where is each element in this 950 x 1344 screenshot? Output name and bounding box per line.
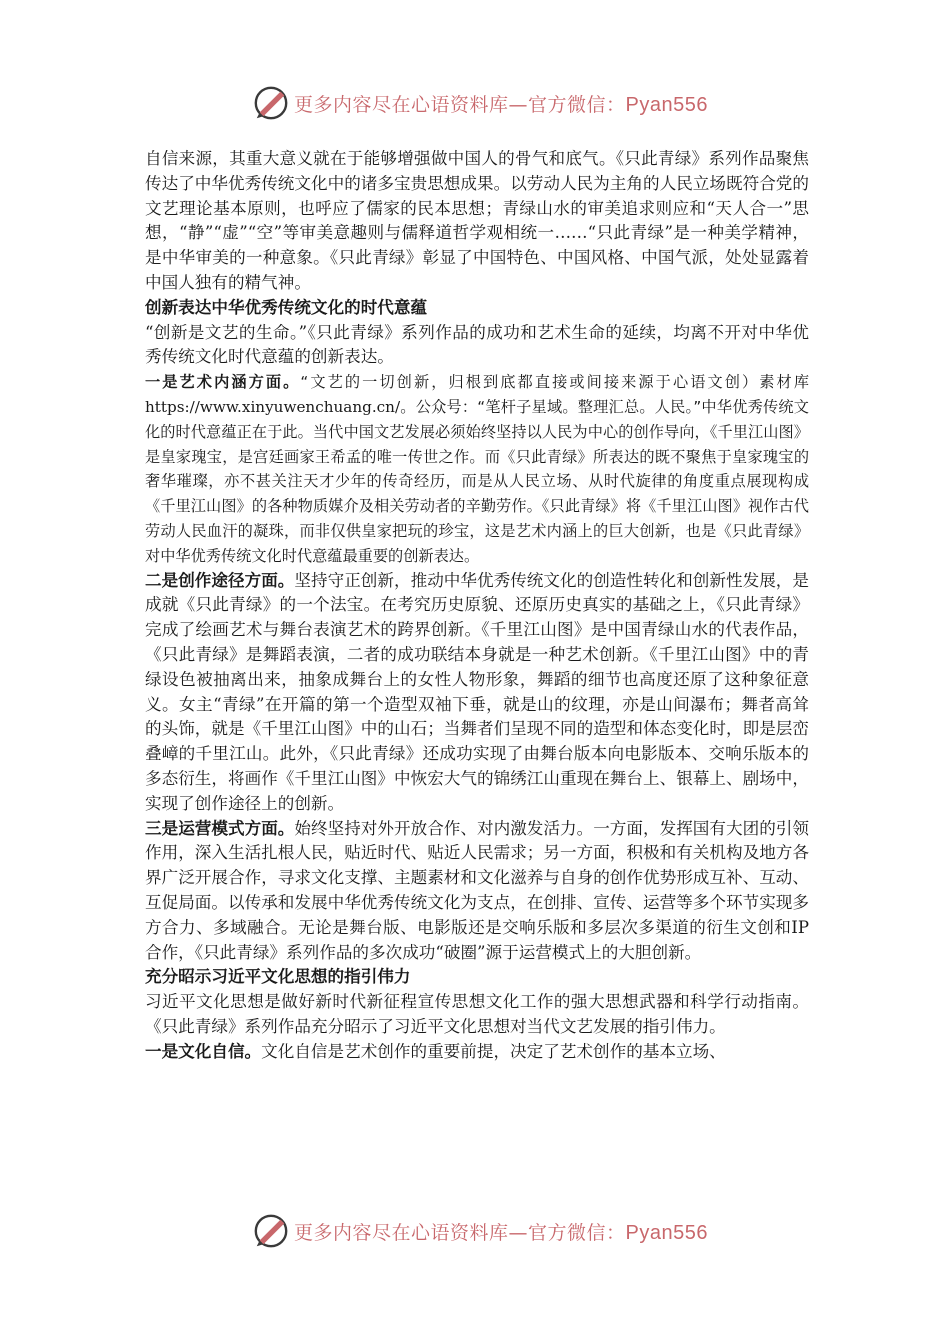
paragraph: 一是艺术内涵方面。“文艺的一切创新，归根到底都直接或间接来源于心语文创）素材库https://www.xinyuwenchuang.cn/。公众号：“笔杆子星域。整理汇总。人民。”中华优秀传统文化的时代意蕴正在于此。当代中国文艺发展必须始终坚持以人民为中心的创作导向，《千里江山图》是皇家瑰宝，是宫廷画家王希孟的唯一传世之作。而《只此青绿》所表达的既不聚焦于皇家瑰宝的奢华璀璨，亦不甚关注天才少年的传奇经历，而是从人民立场、从时代旋律的角度重点展现构成《千里江山图》的各种物质媒介及相关劳动者的辛勤劳作。《只此青绿》将《千里江山图》视作古代劳动人民血汗的凝珠，而非仅供皇家把玩的珍宝，这是艺术内涵上的巨大创新，也是《只此青绿》对中华优秀传统文化时代意蕴最重要的创新表达。 xyxy=(145,373,810,565)
header-banner xyxy=(0,80,950,126)
paragraph: “创新是文艺的生命。”《只此青绿》系列作品的成功和艺术生命的延续，均离不开对中华优秀传统文化时代意蕴的创新表达。 xyxy=(145,322,809,367)
section-heading: 创新表达中华优秀传统文化的时代意蕴 xyxy=(145,297,428,317)
banner-text: 更多内容尽在心语资料库—官方微信：Pyan556 xyxy=(294,93,708,116)
banner-text: 更多内容尽在心语资料库—官方微信：Pyan556 xyxy=(294,1221,708,1244)
paragraph: 习近平文化思想是做好新时代新征程宣传思想文化工作的强大思想武器和科学行动指南。《只此青绿》系列作品充分昭示了习近平文化思想对当代文艺发展的指引伟力。 xyxy=(145,992,809,1036)
pen-logo-icon xyxy=(252,1212,290,1250)
paragraph: 三是运营模式方面。始终坚持对外开放合作、对内激发活力。一方面，发挥国有大团的引领作用，深入生活扎根人民，贴近时代、贴近人民需求；另一方面，积极和有关机构及地方各界广泛开展合作，寻求文化支撑、主题素材和文化滋养与自身的创作优势形成互补、互动、互促局面。以传承和发展中华优秀传统文化为支点，在创排、宣传、运营等多个环节实现多方合力、多域融合。无论是舞台版、电影版还是交响乐版和多层次多渠道的衍生文创和IP合作，《只此青绿》系列作品的多次成功“破圈”源于运营模式上的大胆创新。 xyxy=(145,818,810,962)
pen-logo-icon xyxy=(252,84,290,122)
paragraph: 一是文化自信。文化自信是艺术创作的重要前提，决定了艺术创作的基本立场、 xyxy=(145,1041,726,1061)
source-url-link[interactable]: https://www.xinyuwenchuang.cn/ xyxy=(145,397,401,416)
paragraph: 自信来源，其重大意义就在于能够增强做中国人的骨气和底气。《只此青绿》系列作品聚焦传达了中华优秀传统文化中的诸多宝贵思想成果。以劳动人民为主角的人民立场既符合党的文艺理论基本原则，也呼应了儒家的民本思想；青绿山水的审美追求则应和“天人合一”思想，“静”“虚”“空”等审美意趣则与儒释道哲学观相统一……“只此青绿”是一种美学精神，是中华审美的一种意象。《只此青绿》彰显了中国特色、中国风格、中国气派，处处显露着中国人独有的精气神。 xyxy=(145,149,809,292)
paragraph: 二是创作途径方面。坚持守正创新，推动中华优秀传统文化的创造性转化和创新性发展，是成就《只此青绿》的一个法宝。在考究历史原貌、还原历史真实的基础之上，《只此青绿》完成了绘画艺术与舞台表演艺术的跨界创新。《千里江山图》是中国青绿山水的代表作品，《只此青绿》是舞蹈表演，二者的成功联结本身就是一种艺术创新。《千里江山图》中的青绿设色被抽离出来，抽象成舞台上的女性人物形象，舞蹈的细节也高度还原了这种象征意义。女主“青绿”在开篇的第一个造型双袖下垂，就是山的纹理，亦是山间瀑布；舞者高耸的头饰，就是《千里江山图》中的山石；当舞者们呈现不同的造型和体态变化时，即是层峦叠嶂的千里江山。此外，《只此青绿》还成功实现了由舞台版本向电影版本、交响乐版本的多态衍生，将画作《千里江山图》中恢宏大气的锦绣江山重现在舞台上、银幕上、剧场中，实现了创作途径上的创新。 xyxy=(145,570,810,813)
article-body xyxy=(145,147,809,1064)
section-heading: 充分昭示习近平文化思想的指引伟力 xyxy=(145,967,411,987)
footer-banner xyxy=(0,1208,950,1254)
